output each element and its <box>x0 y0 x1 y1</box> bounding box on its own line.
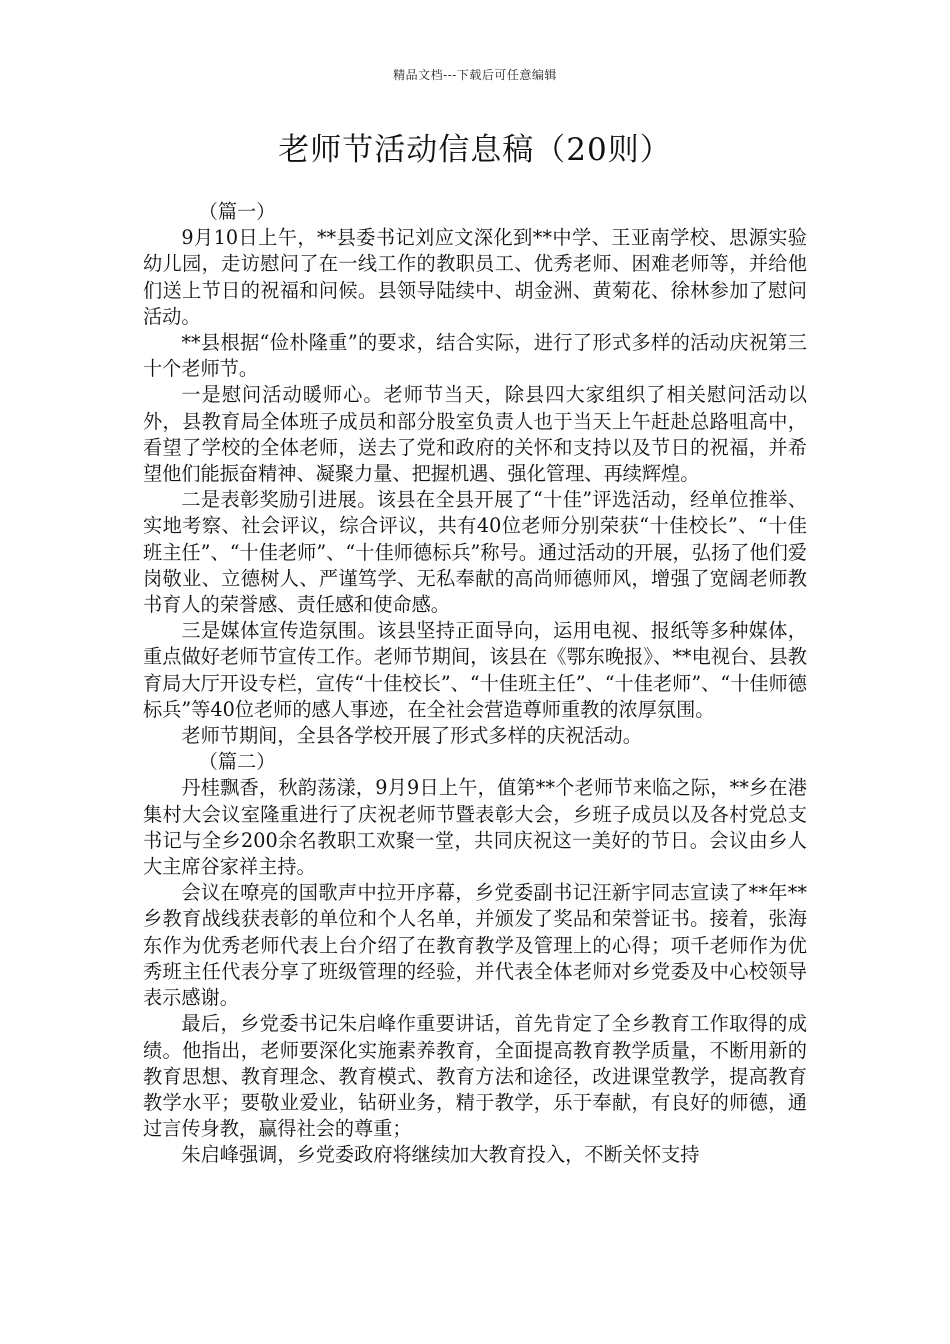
body-paragraph: 最后，乡党委书记朱启峰作重要讲话，首先肯定了全乡教育工作取得的成绩。他指出，老师要深化实施素养教育，全面提高教育教学质量，不断用新的教育思想、教育理念、教育模式、教育方法和途径，改进课堂教学，提高教育教学水平；要敬业爱业，钻研业务，精于教学，乐于奉献，有良好的师德，通过言传身教，赢得社会的尊重； <box>143 1012 807 1141</box>
page-header: 精品文档---下载后可任意编辑 <box>393 68 557 82</box>
section-label-1: （篇一） <box>198 200 276 223</box>
body-paragraph: 老师节期间，全县各学校开展了形式多样的庆祝活动。 <box>181 724 642 748</box>
document-title: 老师节活动信息稿（20则） <box>278 132 672 168</box>
body-paragraph: 一是慰问活动暖师心。老师节当天，除县四大家组织了相关慰问活动以外，县教育局全体班子成员和部分股室负责人也于当天上午赶赴总路咀高中，看望了学校的全体老师，送去了党和政府的关怀和支持以及节日的祝福，并希望他们能振奋精神、凝聚力量、把握机遇、强化管理、再续辉煌。 <box>143 383 807 486</box>
body-paragraph: 会议在嘹亮的国歌声中拉开序幕，乡党委副书记汪新宇同志宣读了**年**乡教育战线获表彰的单位和个人名单，并颁发了奖品和荣誉证书。接着，张海东作为优秀老师代表上台介绍了在教育教学及管理上的心得；项千老师作为优秀班主任代表分享了班级管理的经验，并代表全体老师对乡党委及中心校领导表示感谢。 <box>143 881 807 1010</box>
document-body <box>143 199 807 1169</box>
body-paragraph: 三是媒体宣传造氛围。该县坚持正面导向，运用电视、报纸等多种媒体，重点做好老师节宣传工作。老师节期间，该县在《鄂东晚报》、**电视台、县教育局大厅开设专栏，宣传“十佳校长”、“十佳班主任”、“十佳老师”、“十佳师德标兵”等40位老师的感人事迹，在全社会营造尊师重教的浓厚氛围。 <box>143 619 807 721</box>
body-paragraph: **县根据“俭朴隆重”的要求，结合实际，进行了形式多样的活动庆祝第三十个老师节。 <box>143 331 807 381</box>
body-paragraph: 9月10日上午，**县委书记刘应文深化到**中学、王亚南学校、思源实验幼儿园，走访慰问了在一线工作的教职员工、优秀老师、困难老师等，并给他们送上节日的祝福和问候。县领导陆续中、胡金洲、黄菊花、徐林参加了慰问活动。 <box>143 226 807 328</box>
body-paragraph: 二是表彰奖励引进展。该县在全县开展了“十佳”评选活动，经单位推举、实地考察、社会评议，综合评议，共有40位老师分别荣获“十佳校长”、“十佳班主任”、“十佳老师”、“十佳师德标兵”称号。通过活动的开展，弘扬了他们爱岗敬业、立德树人、严谨笃学、无私奉献的高尚师德师风，增强了宽阔老师教书育人的荣誉感、责任感和使命感。 <box>143 488 807 617</box>
section-label-2: （篇二） <box>198 750 276 774</box>
body-paragraph: 丹桂飘香，秋韵荡漾，9月9日上午，值第**个老师节来临之际，**乡在港集村大会议室隆重进行了庆祝老师节暨表彰大会，乡班子成员以及各村党总支书记与全乡200余名教职工欢聚一堂，共同庆祝这一美好的节日。会议由乡人大主席谷家祥主持。 <box>143 776 807 879</box>
body-paragraph: 朱启峰强调，乡党委政府将继续加大教育投入，不断关怀支持 <box>181 1143 700 1167</box>
